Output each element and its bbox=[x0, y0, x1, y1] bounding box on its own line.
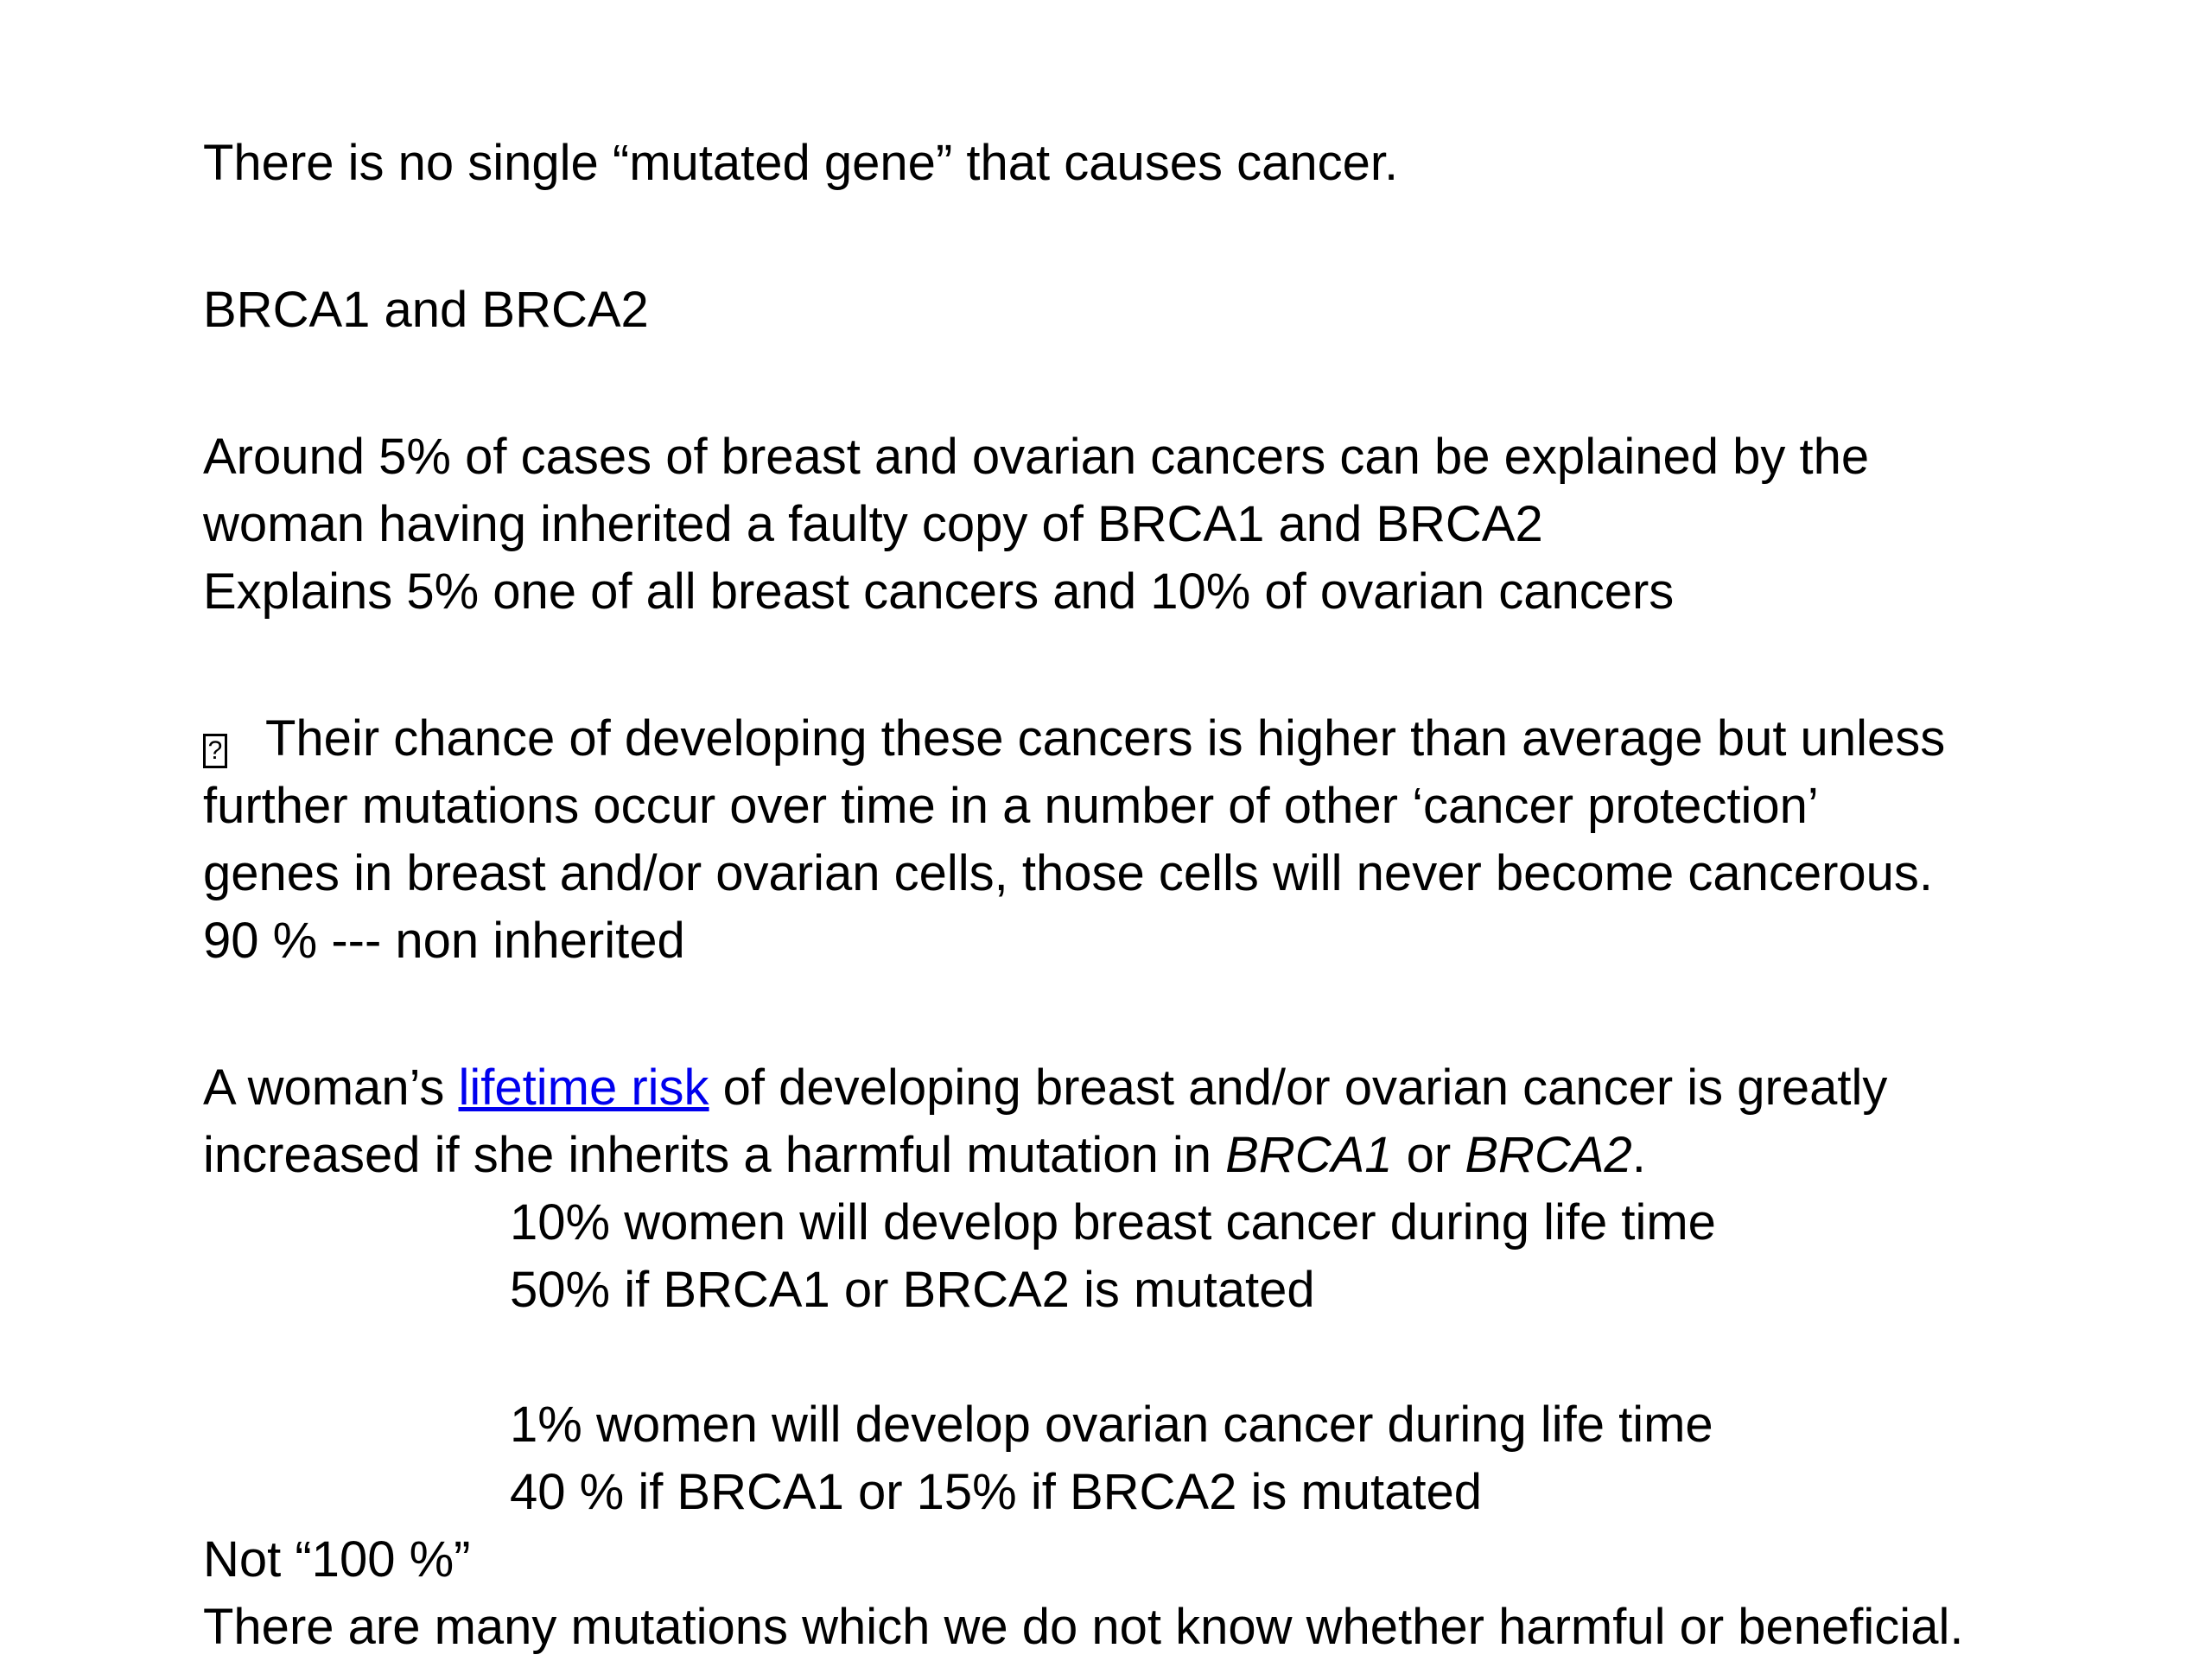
para2-line1 bbox=[203, 705, 2173, 773]
brca1-italic: BRCA1 bbox=[1225, 1127, 1393, 1183]
spacer bbox=[203, 1324, 2173, 1391]
spacer bbox=[203, 626, 2173, 705]
spacer bbox=[203, 197, 2173, 277]
closing-line2: There are many mutations which we do not know whether harmful or beneficial. bbox=[203, 1599, 1964, 1655]
para2-line3: genes in breast and/or ovarian cells, those cells will never become cancerous. bbox=[203, 845, 1934, 901]
missing-glyph-icon: ? bbox=[203, 734, 227, 768]
para2-line1-text: Their chance of developing these cancers is higher than average but unless bbox=[265, 710, 1946, 767]
para3-line1-post: of developing breast and/or ovarian cancer is greatly bbox=[709, 1060, 1888, 1116]
lifetime-risk-link[interactable]: lifetime risk bbox=[458, 1060, 709, 1116]
spacer bbox=[203, 344, 2173, 423]
slide-text bbox=[203, 130, 2173, 1661]
para3-line1-pre: A woman’s bbox=[203, 1060, 459, 1116]
para1-line3: Explains 5% one of all breast cancers and 10% of ovarian cancers bbox=[203, 563, 1675, 620]
para3-line1 bbox=[203, 1054, 2173, 1122]
ovarian-risk-line: 1% women will develop ovarian cancer during life time bbox=[510, 1397, 1713, 1453]
intro-line: There is no single “mutated gene” that causes cancer. bbox=[203, 135, 1399, 191]
gene-names-line: BRCA1 and BRCA2 bbox=[203, 282, 649, 338]
breast-risk-line: 10% women will develop breast cancer during life time bbox=[510, 1194, 1716, 1251]
para2-line2: further mutations occur over time in a number of other ‘cancer protection’ bbox=[203, 778, 1819, 834]
para3-line2-pre: increased if she inherits a harmful mutation in bbox=[203, 1127, 1226, 1183]
closing-line1: Not “100 %” bbox=[203, 1531, 471, 1588]
para1-line2: woman having inherited a faulty copy of BRCA1 and BRCA2 bbox=[203, 496, 1543, 552]
para1-line1: Around 5% of cases of breast and ovarian cancers can be explained by the bbox=[203, 429, 1870, 485]
para2-line4: 90 % --- non inherited bbox=[203, 913, 685, 969]
breast-mutated-line: 50% if BRCA1 or BRCA2 is mutated bbox=[510, 1262, 1315, 1318]
brca2-italic: BRCA2 bbox=[1465, 1127, 1632, 1183]
spacer bbox=[203, 975, 2173, 1054]
para3-line2-mid: or bbox=[1392, 1127, 1465, 1183]
para3-line2-end: . bbox=[1631, 1127, 1646, 1183]
ovarian-mutated-line: 40 % if BRCA1 or 15% if BRCA2 is mutated bbox=[510, 1464, 1483, 1520]
para3-line2 bbox=[203, 1122, 2173, 1189]
